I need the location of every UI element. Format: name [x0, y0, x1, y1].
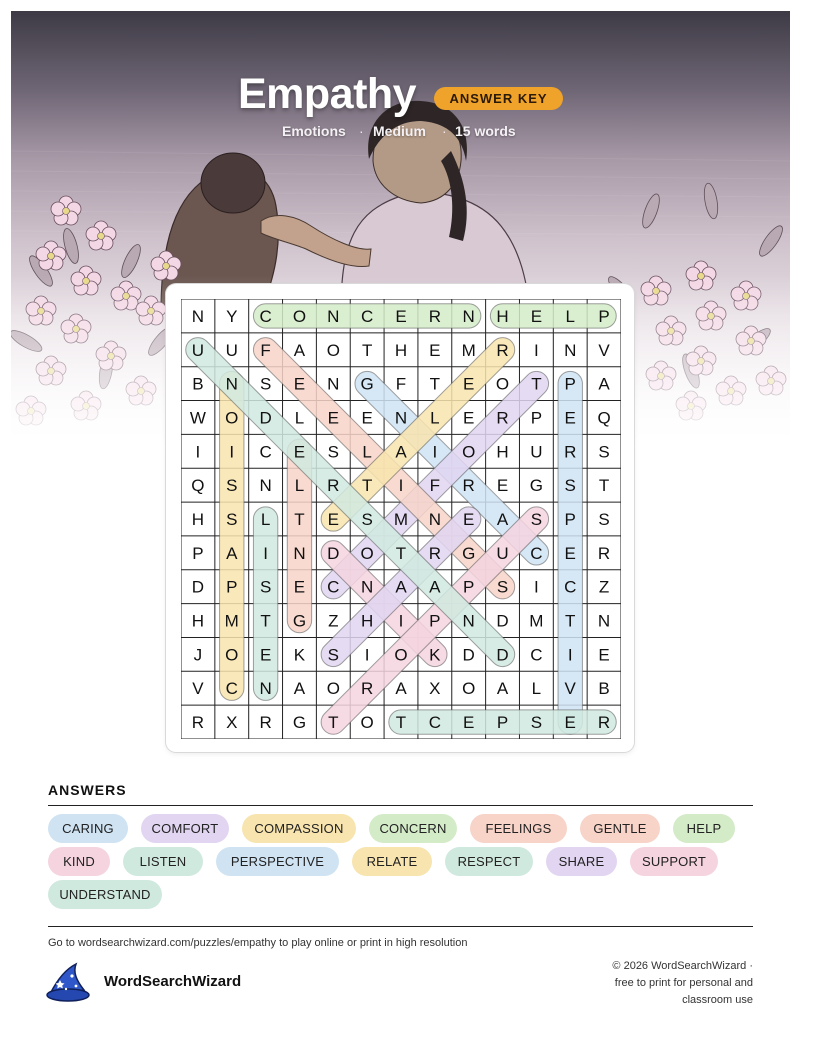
- grid-letter: L: [430, 408, 440, 428]
- grid-letter: O: [360, 713, 374, 733]
- grid-letter: Q: [597, 408, 611, 428]
- grid-letter: E: [530, 306, 543, 326]
- grid-letter: S: [226, 476, 238, 496]
- grid-letter: I: [534, 340, 539, 360]
- grid-letter: A: [496, 679, 509, 699]
- grid-letter: R: [597, 713, 611, 733]
- grid-letter: L: [260, 510, 271, 529]
- grid-letter: R: [496, 340, 509, 360]
- grid-letter: A: [293, 679, 306, 699]
- grid-letter: P: [226, 577, 238, 597]
- grid-letter: N: [361, 577, 374, 597]
- grid-letter: E: [293, 577, 306, 597]
- grid-letter: H: [361, 611, 374, 631]
- grid-letter: N: [564, 340, 577, 360]
- grid-letter: T: [429, 374, 441, 394]
- grid-letter: O: [462, 442, 476, 462]
- grid-letter: H: [394, 340, 408, 360]
- grid-letter: P: [530, 408, 543, 428]
- grid-letter: P: [564, 374, 576, 394]
- grid-letter: I: [567, 645, 573, 665]
- grid-letter: H: [496, 306, 509, 326]
- answer-chip-concern: CONCERN: [369, 814, 457, 843]
- grid-letter: B: [598, 679, 610, 699]
- grid-letter: V: [564, 679, 576, 699]
- divider: [48, 805, 753, 806]
- grid-letter: D: [327, 543, 340, 563]
- grid-letter: M: [224, 611, 239, 631]
- grid-letter: I: [195, 442, 201, 462]
- grid-letter: U: [191, 340, 205, 360]
- grid-letter: T: [294, 510, 305, 529]
- grid-letter: C: [259, 442, 272, 462]
- answer-chip-share: SHARE: [546, 847, 617, 876]
- grid-letter: O: [225, 408, 239, 428]
- grid-letter: O: [326, 679, 340, 699]
- brand-name: WordSearchWizard: [104, 973, 242, 990]
- grid-letter: P: [192, 543, 204, 563]
- grid-letter: A: [496, 510, 509, 529]
- grid-letter: O: [495, 374, 510, 394]
- grid-letter: T: [598, 476, 610, 496]
- grid-letter: C: [259, 306, 272, 326]
- grid-letter: R: [327, 476, 340, 496]
- grid-letter: P: [564, 510, 576, 529]
- grid-letter: Q: [191, 476, 205, 496]
- answer-chip-support: SUPPORT: [630, 847, 718, 876]
- grid-letter: F: [260, 340, 271, 360]
- grid-letter: T: [395, 543, 407, 563]
- grid-letter: V: [598, 340, 610, 360]
- copyright-line: © 2026 WordSearchWizard ·: [612, 960, 753, 972]
- grid-letter: B: [192, 374, 204, 394]
- word-search-grid: [181, 299, 621, 739]
- grid-letter: A: [395, 442, 407, 462]
- grid-letter: J: [193, 645, 203, 665]
- answer-chip-gentle: GENTLE: [580, 814, 660, 843]
- grid-letter: O: [462, 679, 476, 699]
- grid-letter: E: [564, 408, 576, 428]
- grid-letter: H: [191, 611, 205, 631]
- grid-letter: S: [564, 476, 576, 496]
- grid-letter: L: [294, 408, 305, 428]
- grid-letter: R: [361, 679, 374, 699]
- grid-letter: A: [226, 543, 238, 563]
- highlight-listen: [253, 507, 277, 701]
- grid-letter: I: [432, 442, 438, 462]
- grid-letter: N: [327, 374, 340, 394]
- answer-chip-respect: RESPECT: [445, 847, 533, 876]
- grid-letter: T: [565, 611, 576, 631]
- grid-letter: R: [191, 713, 205, 733]
- grid-letter: K: [429, 645, 441, 665]
- grid-letter: T: [361, 340, 373, 360]
- grid-letter: C: [530, 645, 543, 665]
- grid-letter: D: [496, 611, 509, 631]
- grid-letter: S: [598, 510, 610, 529]
- grid-letter: N: [394, 408, 408, 428]
- grid-letter: L: [362, 442, 372, 462]
- grid-letter: N: [191, 306, 205, 326]
- grid-letter: E: [293, 374, 306, 394]
- grid-letter: S: [259, 374, 272, 394]
- grid-letter: V: [192, 679, 204, 699]
- grid-letter: E: [496, 476, 509, 496]
- grid-letter: T: [328, 713, 339, 733]
- grid-letter: Z: [328, 611, 339, 631]
- grid-letter: C: [530, 543, 543, 563]
- grid-letter: E: [598, 645, 610, 665]
- grid-letter: A: [395, 577, 407, 597]
- grid-letter: O: [326, 340, 340, 360]
- copyright-line: classroom use: [682, 994, 753, 1006]
- answer-chip-compassion: COMPASSION: [242, 814, 356, 843]
- grid-letter: N: [293, 543, 306, 563]
- grid-letter: P: [598, 306, 610, 326]
- page-title: Empathy: [238, 70, 417, 118]
- grid-letter: M: [529, 611, 544, 631]
- grid-letter: O: [360, 543, 374, 563]
- grid-letter: M: [461, 340, 476, 360]
- grid-letter: L: [565, 306, 575, 326]
- wizard-hat-icon: [46, 962, 94, 1004]
- grid-letter: U: [225, 340, 238, 360]
- grid-letter: T: [260, 611, 271, 631]
- grid-letter: T: [361, 476, 373, 496]
- grid-letter: E: [463, 374, 475, 394]
- grid-letter: S: [327, 442, 339, 462]
- grid-letter: A: [395, 679, 407, 699]
- answer-chip-comfort: COMFORT: [141, 814, 229, 843]
- grid-letter: N: [259, 679, 272, 699]
- category-label: Emotions: [282, 123, 346, 139]
- grid-letter: R: [564, 442, 577, 462]
- grid-letter: C: [327, 577, 340, 597]
- grid-letter: N: [462, 611, 475, 631]
- grid-letter: N: [428, 510, 441, 529]
- grid-letter: I: [398, 476, 404, 496]
- grid-letter: P: [463, 577, 475, 597]
- grid-letter: S: [530, 713, 543, 733]
- grid-letter: T: [395, 713, 407, 733]
- grid-letter: A: [429, 577, 441, 597]
- grid-letter: C: [564, 577, 577, 597]
- grid-letter: I: [229, 442, 235, 462]
- grid-letter: E: [564, 713, 576, 733]
- grid-letter: E: [327, 408, 339, 428]
- grid-letter: E: [463, 510, 475, 529]
- grid-letter: N: [225, 374, 238, 394]
- grid-letter: E: [259, 645, 272, 665]
- grid-letter: X: [226, 713, 238, 733]
- answer-chip-kind: KIND: [48, 847, 110, 876]
- grid-letter: K: [293, 645, 306, 665]
- grid-letter: X: [429, 679, 441, 699]
- grid-letter: R: [259, 713, 272, 733]
- grid-letter: S: [327, 645, 339, 665]
- grid-letter: D: [259, 408, 272, 428]
- grid-letter: F: [395, 374, 407, 394]
- grid-letter: S: [361, 510, 373, 529]
- grid-letter: O: [225, 645, 239, 665]
- grid-letter: S: [598, 442, 610, 462]
- grid-letter: W: [189, 408, 206, 428]
- answer-key-badge: ANSWER KEY: [434, 87, 563, 110]
- grid-letter: T: [531, 374, 542, 394]
- highlight-help: [490, 304, 616, 328]
- copyright: [573, 958, 753, 1009]
- grid-letter: G: [360, 374, 374, 394]
- grid-letter: Z: [598, 577, 610, 597]
- grid-letter: G: [529, 476, 544, 496]
- grid-letter: E: [395, 306, 407, 326]
- grid-letter: N: [462, 306, 475, 326]
- grid-letter: I: [263, 543, 268, 563]
- grid-letter: R: [428, 306, 441, 326]
- grid-letter: E: [564, 543, 576, 563]
- word-count-label: 15 words: [455, 123, 516, 139]
- grid-letter: S: [530, 510, 543, 529]
- grid-letter: P: [429, 611, 441, 631]
- grid-letter: U: [530, 442, 543, 462]
- footer-link-text: Go to wordsearchwizard.com/puzzles/empathy to play online or print in high resolution: [48, 937, 468, 949]
- grid-letter: E: [429, 340, 441, 360]
- grid-letter: S: [496, 577, 509, 597]
- grid-letter: G: [292, 713, 307, 733]
- grid-letter: P: [496, 713, 509, 733]
- grid-letter: Y: [226, 306, 238, 326]
- grid-letter: R: [462, 476, 475, 496]
- grid-letter: O: [394, 645, 408, 665]
- grid-letter: L: [294, 476, 305, 496]
- grid-letter: N: [259, 476, 272, 496]
- grid-letter: E: [361, 408, 373, 428]
- answers-heading: ANSWERS: [48, 782, 127, 798]
- grid-letter: E: [293, 442, 306, 462]
- meta-separator: ·: [442, 123, 447, 139]
- grid-letter: C: [225, 679, 238, 699]
- meta-separator: ·: [359, 123, 364, 139]
- grid-letter: S: [226, 510, 238, 529]
- grid-letter: R: [597, 543, 611, 563]
- answer-chip-relate: RELATE: [352, 847, 432, 876]
- grid-letter: D: [496, 645, 509, 665]
- grid-letter: A: [293, 340, 306, 360]
- grid-letter: O: [292, 306, 307, 326]
- answer-chip-help: HELP: [673, 814, 735, 843]
- answer-chip-feelings: FEELINGS: [470, 814, 567, 843]
- grid-letter: F: [429, 476, 441, 496]
- grid-letter: I: [364, 645, 370, 665]
- answer-chip-caring: CARING: [48, 814, 128, 843]
- copyright-line: free to print for personal and: [614, 977, 753, 989]
- grid-letter: R: [428, 543, 441, 563]
- grid-letter: E: [463, 408, 475, 428]
- grid-letter: A: [598, 374, 610, 394]
- grid-letter: S: [259, 577, 272, 597]
- grid-letter: N: [327, 306, 340, 326]
- grid-letter: N: [597, 611, 611, 631]
- grid-letter: I: [534, 577, 539, 597]
- grid-letter: U: [496, 543, 509, 563]
- answer-chip-perspective: PERSPECTIVE: [216, 847, 339, 876]
- grid-letter: E: [327, 510, 339, 529]
- grid-letter: H: [496, 442, 509, 462]
- grid-letter: I: [398, 611, 404, 631]
- grid-letter: L: [531, 679, 542, 699]
- answer-chip-understand: UNDERSTAND: [48, 880, 162, 909]
- grid-letter: E: [463, 713, 475, 733]
- grid-letter: C: [361, 306, 374, 326]
- difficulty-label: Medium: [373, 123, 426, 139]
- answer-chip-listen: LISTEN: [123, 847, 203, 876]
- grid-letter: D: [191, 577, 205, 597]
- grid-letter: C: [428, 713, 441, 733]
- grid-letter: G: [292, 611, 307, 631]
- grid-letter: D: [462, 645, 475, 665]
- divider: [48, 926, 753, 927]
- grid-letter: M: [393, 510, 409, 529]
- grid-letter: G: [462, 543, 476, 563]
- grid-letter: H: [191, 510, 205, 529]
- grid-letter: R: [496, 408, 509, 428]
